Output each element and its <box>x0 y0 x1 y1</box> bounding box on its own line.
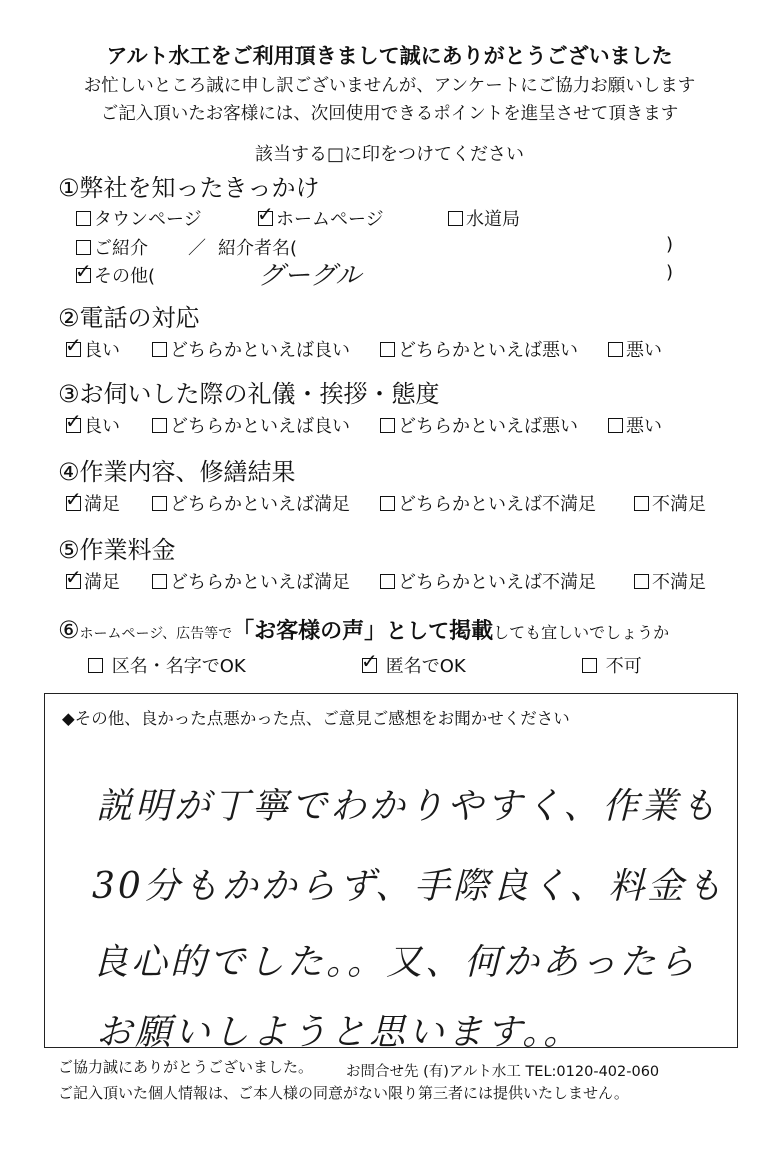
checkbox-checked[interactable] <box>65 409 82 433</box>
q3-option-bad[interactable]: 悪い <box>608 412 662 438</box>
checkbox-checked[interactable] <box>65 487 82 511</box>
footer-thanks: ご協力誠にありがとうございました。 <box>58 1058 314 1076</box>
checkbox[interactable] <box>608 418 623 433</box>
footer-contact: お問合せ先 (有)アルト水工 TEL:0120-402-060 <box>346 1064 660 1080</box>
checkbox[interactable] <box>608 342 623 357</box>
check-mark-icon: ✓ <box>65 565 82 589</box>
q1-option-other[interactable]: ✓ その他( <box>75 259 156 287</box>
q2-option-rather-bad[interactable]: どちらかといえば悪い <box>380 336 578 362</box>
close-paren: ) <box>666 262 674 283</box>
q4-option-rather-unsatisfied[interactable]: どちらかといえば不満足 <box>380 490 596 516</box>
q4-option-satisfied[interactable]: ✓ 満足 <box>65 487 120 515</box>
intro-line-2: ご記入頂いたお客様には、次回使用できるポイントを進呈させて頂きます <box>100 104 679 124</box>
q3-heading: ③お伺いした際の礼儀・挨拶・態度 <box>58 380 440 408</box>
checkbox[interactable] <box>76 211 91 226</box>
checkbox-checked[interactable] <box>361 649 378 673</box>
survey-title: アルト水工をご利用頂きまして誠にありがとうございました <box>106 44 673 68</box>
q1-option-referral[interactable]: ご紹介 <box>76 234 148 260</box>
check-mark-icon: ✓ <box>361 649 378 673</box>
comment-line-2: 30分もかからず、手際良く、料金も <box>92 866 726 907</box>
q1-heading: ①弊社を知ったきっかけ <box>58 174 320 202</box>
other-handwritten-value: グーグル <box>258 261 362 291</box>
q5-option-rather-satisfied[interactable]: どちらかといえば満足 <box>152 568 350 594</box>
checkbox[interactable] <box>380 496 395 511</box>
q2-heading: ②電話の対応 <box>58 304 200 332</box>
checkbox-checked[interactable] <box>257 202 274 226</box>
checkbox[interactable] <box>152 342 167 357</box>
q5-option-satisfied[interactable]: ✓ 満足 <box>65 565 120 593</box>
check-mark-icon: ✓ <box>75 259 92 283</box>
q1-option-townpage[interactable]: タウンページ <box>76 205 202 231</box>
comment-line-4: お願いしようと思います。。 <box>96 1012 583 1053</box>
q4-option-unsatisfied[interactable]: 不満足 <box>634 490 706 516</box>
checkbox[interactable] <box>448 211 463 226</box>
q6-option-not-allowed[interactable]: 不可 <box>582 652 642 678</box>
q2-option-rather-good[interactable]: どちらかといえば良い <box>152 336 350 362</box>
intro-line-1: お忙しいところ誠に申し訳ございませんが、アンケートにご協力お願いします <box>83 76 696 96</box>
check-mark-icon: ✓ <box>65 409 82 433</box>
checkbox[interactable] <box>380 574 395 589</box>
q4-option-rather-satisfied[interactable]: どちらかといえば満足 <box>152 490 350 516</box>
referrer-name-label: 紹介者名( <box>218 238 298 259</box>
check-mark-icon: ✓ <box>65 487 82 511</box>
check-mark-icon: ✓ <box>65 333 82 357</box>
q6-heading: ⑥ホームページ、広告等で「お客様の声」として掲載しても宜しいでしょうか <box>58 616 670 644</box>
q1-option-homepage[interactable]: ✓ ホームページ <box>257 202 384 230</box>
comment-line-3: 良心的でした。。又、何かあったら <box>92 942 698 983</box>
q4-heading: ④作業内容、修繕結果 <box>58 458 296 486</box>
checkbox[interactable] <box>634 574 649 589</box>
checkbox[interactable] <box>582 658 597 673</box>
comment-heading: ◆その他、良かった点悪かった点、ご意見ご感想をお聞かせください <box>62 709 570 728</box>
comment-line-1: 説明が丁寧でわかりやすく、作業も <box>96 786 720 827</box>
checkbox-checked[interactable] <box>75 259 92 283</box>
checkbox[interactable] <box>152 574 167 589</box>
q3-option-rather-good[interactable]: どちらかといえば良い <box>152 412 350 438</box>
checkbox[interactable] <box>76 240 91 255</box>
q1-option-waterworks[interactable]: 水道局 <box>448 205 520 231</box>
q3-option-good[interactable]: ✓ 良い <box>65 409 120 437</box>
check-mark-icon: ✓ <box>257 202 274 226</box>
checkbox-checked[interactable] <box>65 565 82 589</box>
footer-privacy: ご記入頂いた個人情報は、ご本人様の同意がない限り第三者には提供いたしません。 <box>58 1084 629 1102</box>
checkbox[interactable] <box>152 418 167 433</box>
q5-heading: ⑤作業料金 <box>58 536 176 564</box>
q3-option-rather-bad[interactable]: どちらかといえば悪い <box>380 412 578 438</box>
instruction: 該当する□に印をつけてください <box>254 144 524 165</box>
checkbox[interactable] <box>380 418 395 433</box>
checkbox[interactable] <box>634 496 649 511</box>
q6-option-name-ok[interactable]: 区名・名字でOK <box>88 652 246 678</box>
q5-option-rather-unsatisfied[interactable]: どちらかといえば不満足 <box>380 568 596 594</box>
close-paren: ) <box>666 234 674 255</box>
checkbox-checked[interactable] <box>65 333 82 357</box>
checkbox[interactable] <box>380 342 395 357</box>
slash-separator: ／ <box>188 238 206 259</box>
q2-option-bad[interactable]: 悪い <box>608 336 662 362</box>
q2-option-good[interactable]: ✓ 良い <box>65 333 120 361</box>
q5-option-unsatisfied[interactable]: 不満足 <box>634 568 706 594</box>
checkbox[interactable] <box>152 496 167 511</box>
q6-option-anonymous-ok[interactable]: ✓ 匿名でOK <box>361 649 466 677</box>
checkbox[interactable] <box>88 658 103 673</box>
